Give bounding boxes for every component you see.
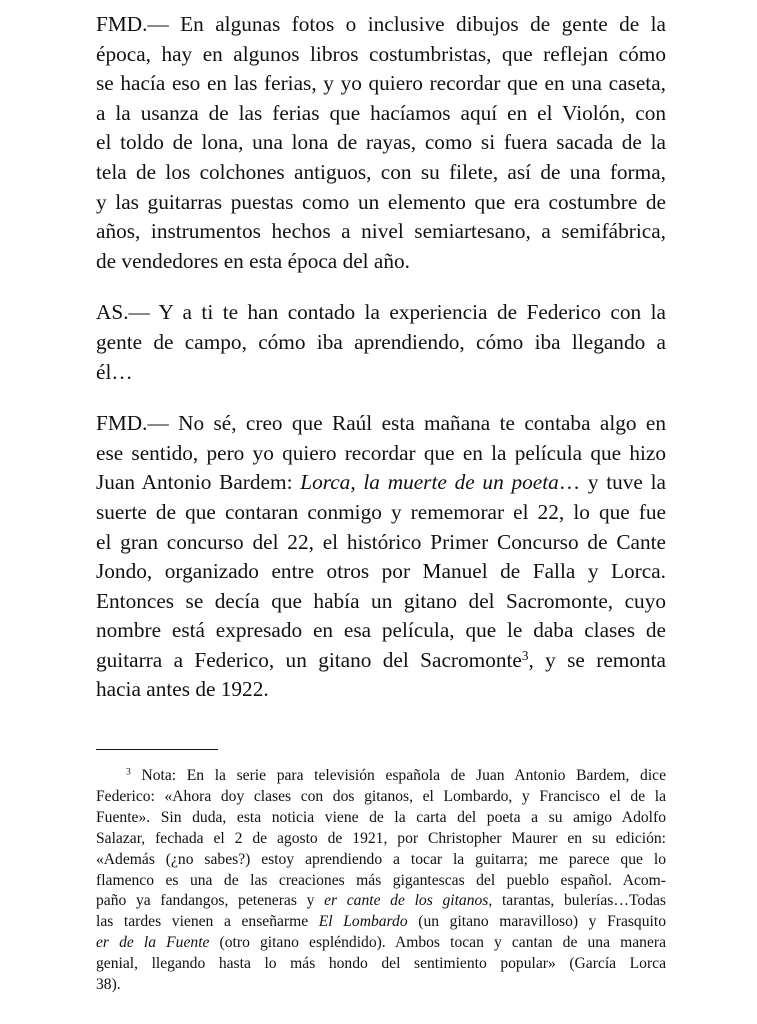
paragraph-as-question [96, 298, 666, 387]
text-segment: (otro gitano espléndido). Ambos tocan y cantan de una manera [209, 934, 666, 952]
footnote-line: Fuente». Sin duda, esta noticia viene de la carta del poeta a su amigo Adolfo [96, 808, 666, 826]
text-line: Entonces se decía que había un gitano del Sacromonte, cuyo [96, 588, 666, 613]
text-line: él… [96, 359, 133, 384]
italic-phrase: er de la Fuente [96, 934, 210, 952]
footnote-line [96, 933, 666, 954]
text-segment: las tardes vienen a enseñarme [96, 913, 319, 931]
footnote-line [96, 891, 666, 912]
footnote-line: genial, llegando hasta lo más hondo del sentimiento popular» (García Lorca [96, 955, 666, 973]
footnote-line: Salazar, fechada el 2 de agosto de 1921, por Christopher Maurer en su edición: [96, 829, 666, 847]
text-line: tela de los colchones antiguos, con su filete, así de una forma, [96, 159, 666, 184]
text-line: época, hay en algunos libros costumbristas, que reflejan cómo [96, 41, 666, 66]
main-text [96, 10, 666, 705]
text-line: FMD.— No sé, creo que Raúl esta mañana te contaba algo en [96, 411, 666, 436]
footnote-line: 38). [96, 976, 121, 994]
text-line: hacia antes de 1922. [96, 677, 269, 702]
text-line: se hacía eso en las ferias, y yo quiero recordar que en una caseta, [96, 71, 666, 96]
footnote-line [96, 766, 666, 787]
text-line: de vendedores en esta época del año. [96, 248, 410, 273]
footnote-divider [96, 749, 218, 750]
footnote-marker: 3 [126, 766, 131, 778]
text-segment: Juan Antonio Bardem: [96, 470, 301, 495]
text-line: gente de campo, cómo iba aprendiendo, cómo iba llegando a [96, 329, 666, 354]
text-line: FMD.— En algunas fotos o inclusive dibujos de gente de la [96, 12, 666, 36]
text-line: y las guitarras puestas como un elemento que era costumbre de [96, 189, 666, 214]
italic-phrase: er cante de los gitanos [324, 892, 489, 910]
text-line: AS.— Y a ti te han contado la experiencia de Federico con la [96, 300, 666, 325]
paragraph-fmd-ferias [96, 10, 666, 276]
footnote-line [96, 912, 666, 933]
italic-phrase: El Lombardo [318, 913, 408, 931]
text-line: suerte de que contaran conmigo y rememorar el 22, lo que fue [96, 499, 666, 524]
text-segment: guitarra a Federico, un gitano del Sacromonte [96, 647, 522, 672]
footnote-line: «Además (¿no sabes?) estoy aprendiendo a tocar la guitarra; me parece que lo [96, 850, 666, 868]
text-line: ese sentido, pero yo quiero recordar que en la película que hizo [96, 440, 666, 465]
text-segment: Nota: En la serie para televisión española de Juan Antonio Bardem, dice [130, 767, 666, 784]
text-segment: , y se remonta [528, 647, 667, 672]
footnote-line: flamenco es una de las creaciones más gigantescas del pueblo español. Acom- [96, 871, 666, 889]
text-line [96, 468, 666, 498]
text-segment: paño ya fandangos, peteneras y [96, 892, 325, 910]
text-segment: (un gitano maravilloso) y Frasquito [407, 913, 666, 931]
text-line [96, 646, 666, 676]
paragraph-fmd-bardem [96, 409, 666, 705]
footnote [96, 766, 666, 996]
text-line: nombre está expresado en esa película, que le daba clases de [96, 618, 666, 643]
text-line: el gran concurso del 22, el histórico Primer Concurso de Cante [96, 529, 666, 554]
text-line: a la usanza de las ferias que hacíamos aquí en el Violón, con [96, 100, 666, 125]
text-line: Jondo, organizado entre otros por Manuel de Falla y Lorca. [96, 559, 666, 584]
text-line: el toldo de lona, una lona de rayas, como si fuera sacada de la [96, 130, 666, 155]
text-segment: , tarantas, bulerías…Todas [488, 892, 666, 910]
footnote-reference: 3 [521, 647, 529, 663]
text-line: años, instrumentos hechos a nivel semiartesano, a semifábrica, [96, 219, 666, 244]
text-segment: … y tuve la [558, 470, 666, 495]
footnote-line: Federico: «Ahora doy clases con dos gitanos, el Lombardo, y Francisco el de la [96, 787, 666, 805]
film-title: Lorca, la muerte de un poeta [300, 470, 559, 495]
